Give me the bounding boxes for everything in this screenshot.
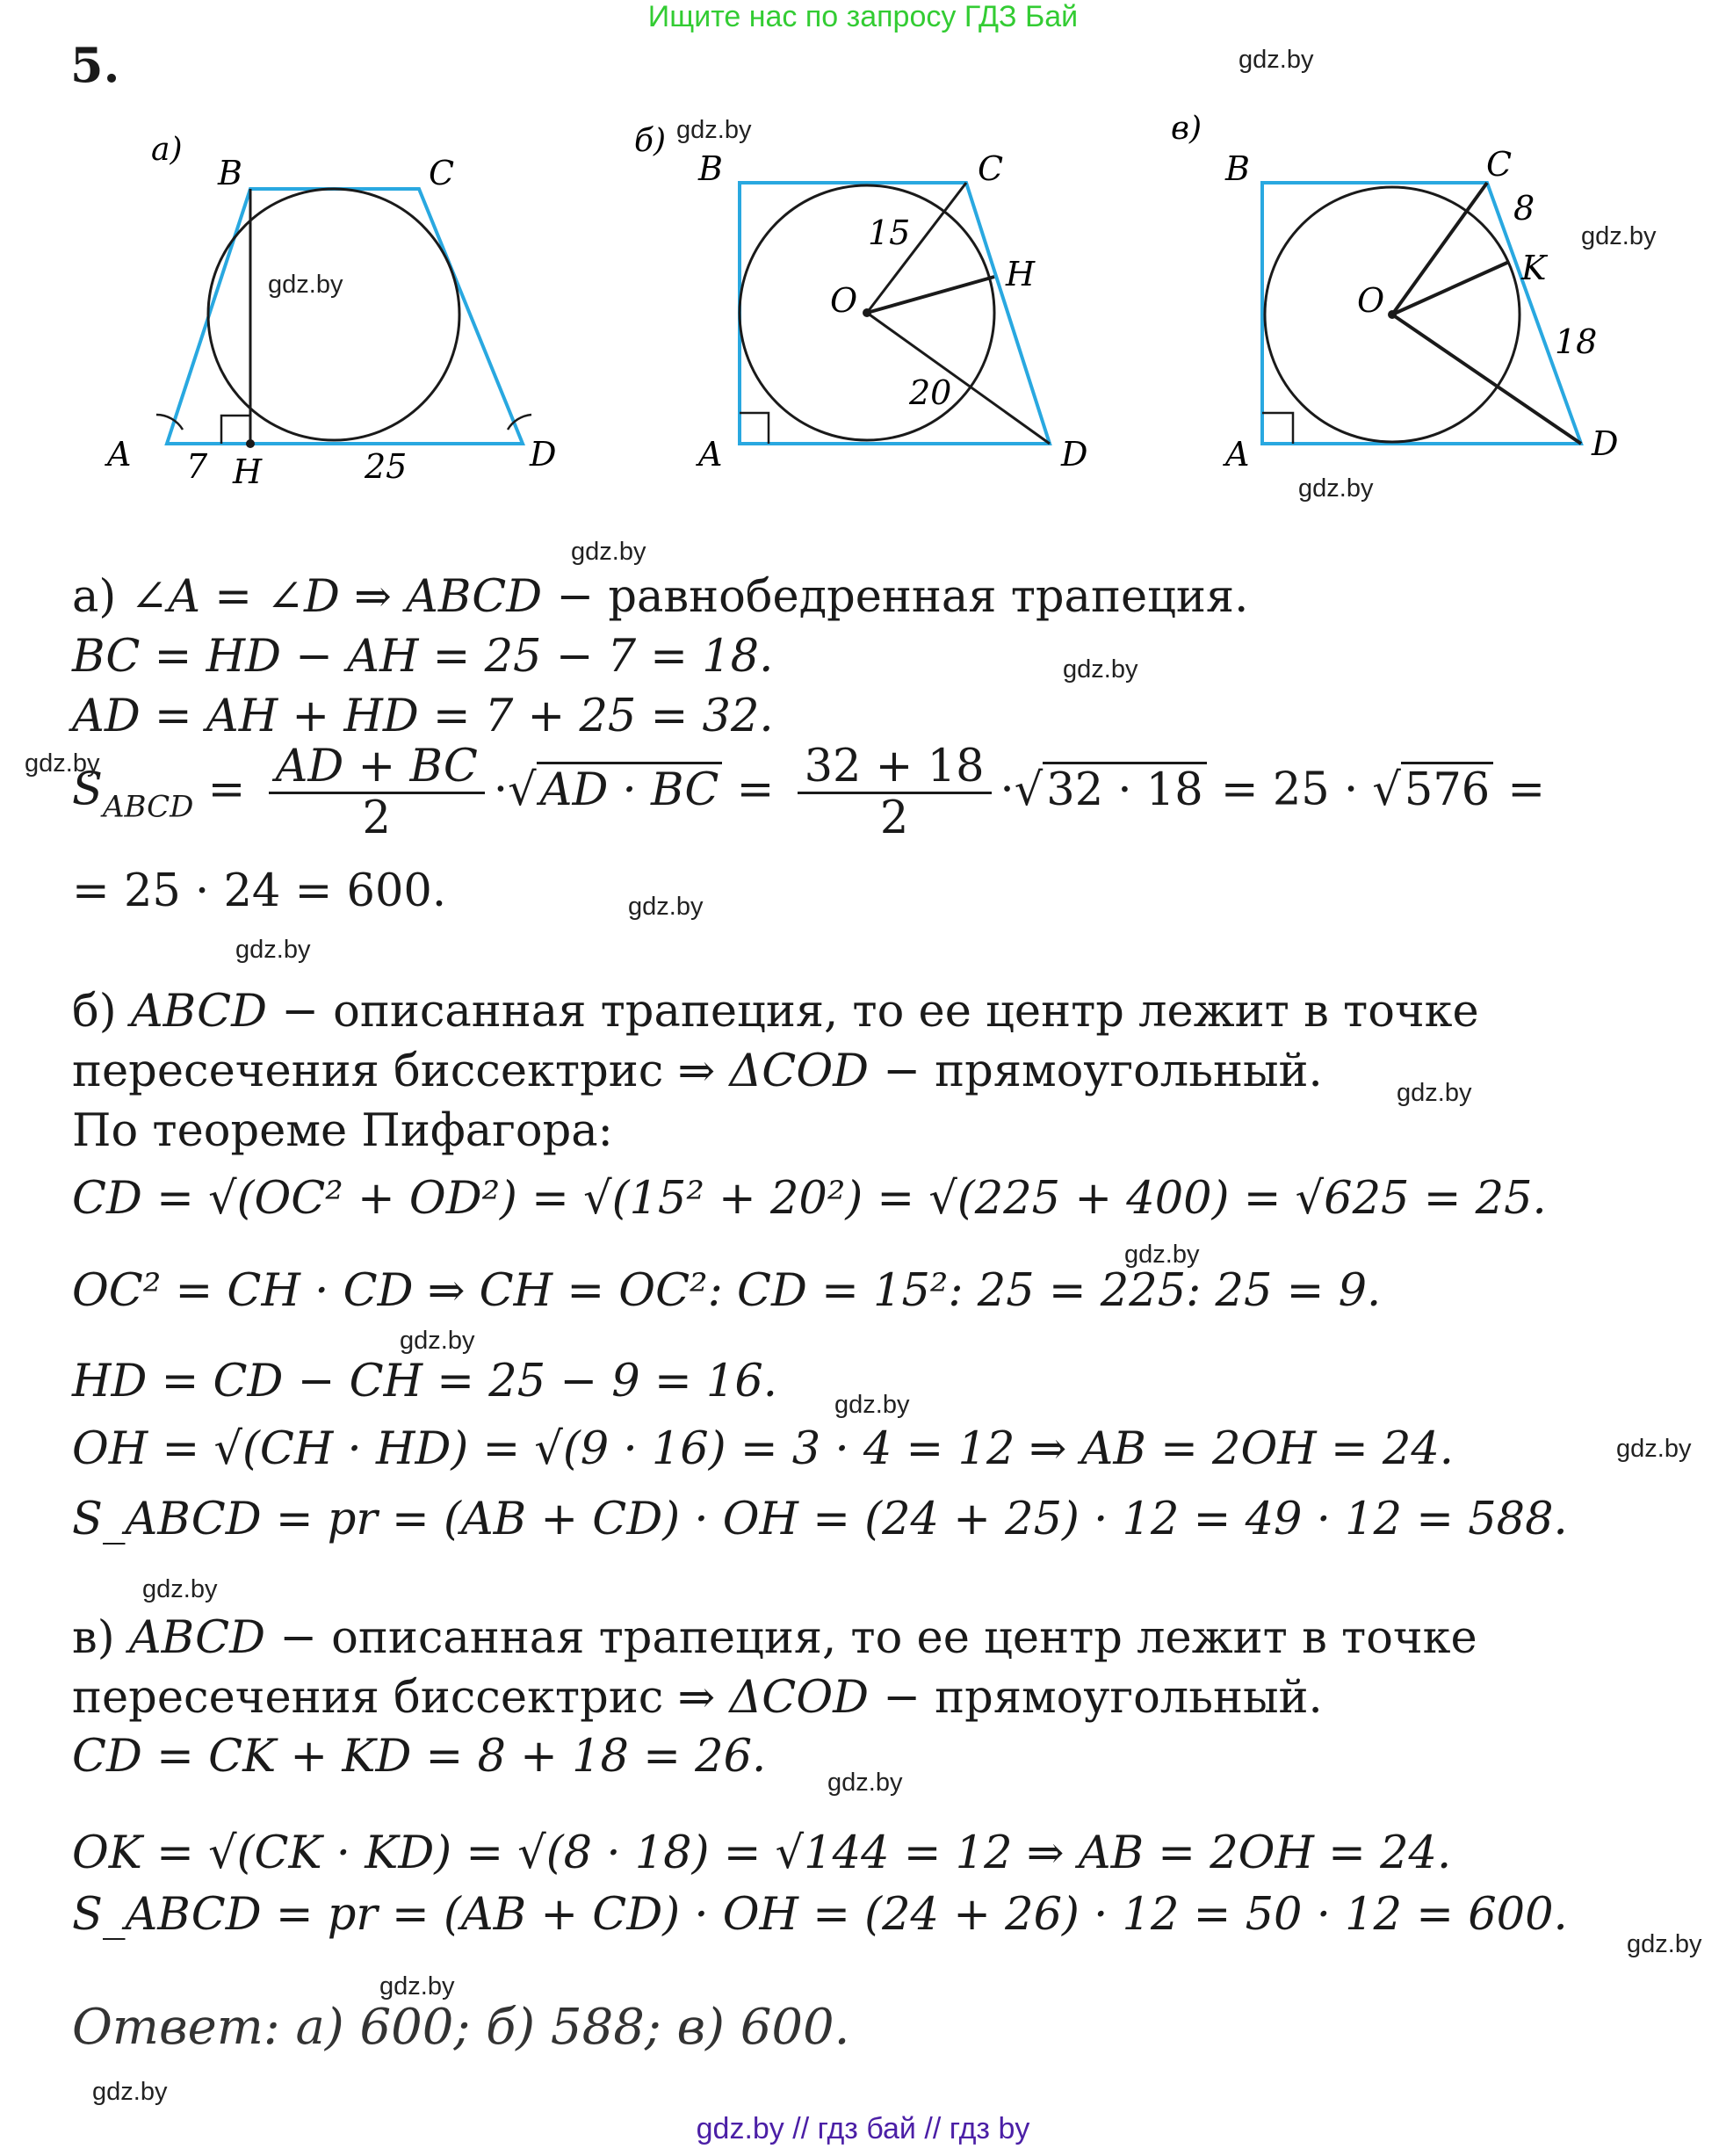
sol-b-line-8: S_ABCD = pr = (AB + CD) · OH = (24 + 25) · 12 = 49 · 12 = 588.: [72, 1494, 1568, 1545]
fig-b-point-C: C: [978, 149, 1004, 188]
fig-c-point-C: C: [1486, 145, 1513, 184]
sol-b-line-7: OH = √(CH · HD) = √(9 · 16) = 3 · 4 = 12 ⇒ AB = 2OH = 24.: [72, 1423, 1455, 1475]
fig-b-point-A: A: [698, 435, 723, 474]
fig-a-point-D: D: [530, 435, 557, 474]
fig-a-point-B: B: [218, 154, 242, 192]
watermark: gdz.by: [1397, 1079, 1472, 1107]
watermark: gdz.by: [1581, 222, 1657, 250]
watermark: gdz.by: [827, 1769, 903, 1797]
sol-b-line-4: CD = √(OC² + OD²) = √(15² + 20²) = √(225 + 400) = √625 = 25.: [72, 1173, 1547, 1225]
fig-b-seg-OD: 20: [909, 373, 952, 412]
sol-b-line-6: HD = CD − CH = 25 − 9 = 16.: [72, 1356, 778, 1407]
top-banner: Ищите нас по запросу ГДЗ Бай: [647, 0, 1079, 33]
watermark: gdz.by: [400, 1327, 475, 1355]
fig-a-seg-AH: 7: [186, 447, 208, 486]
watermark: gdz.by: [628, 893, 704, 921]
watermark: gdz.by: [1627, 1930, 1702, 1958]
watermark: gdz.by: [142, 1575, 218, 1603]
sol-b-line-5: OC² = CH · CD ⇒ CH = OC²: CD = 15²: 25 = 225: 25 = 9.: [72, 1265, 1382, 1317]
sol-c-line-1: в) ABCD − описанная трапеция, то ее центр лежит в точке: [72, 1612, 1477, 1664]
watermark: gdz.by: [676, 116, 752, 144]
sol-c-line-3: CD = CK + KD = 8 + 18 = 26.: [72, 1731, 767, 1783]
sol-a-line-5: = 25 · 24 = 600.: [72, 865, 447, 917]
watermark: gdz.by: [25, 749, 100, 778]
fig-a-point-A: A: [107, 435, 132, 474]
sol-b-line-2: пересечения биссектрис ⇒ ΔCOD − прямоугольный.: [72, 1045, 1323, 1097]
figure-c: [1171, 111, 1618, 474]
figures: [0, 88, 1726, 501]
figure-b: [634, 123, 1087, 474]
watermark: gdz.by: [92, 2078, 168, 2106]
watermark: gdz.by: [1616, 1435, 1692, 1463]
fig-a-seg-HD: 25: [365, 447, 408, 486]
fig-c-point-B: B: [1225, 149, 1250, 188]
fig-c-point-A: A: [1225, 435, 1250, 474]
sol-b-line-1: б) ABCD − описанная трапеция, то ее центр лежит в точке: [72, 986, 1479, 1038]
watermark: gdz.by: [1298, 474, 1374, 503]
fig-b-seg-OC: 15: [868, 213, 911, 252]
fig-c-point-D: D: [1592, 424, 1619, 463]
problem-number: 5.: [70, 37, 120, 93]
watermark: gdz.by: [1063, 655, 1138, 684]
sol-a-line-1: а) ∠A = ∠D ⇒ ABCD − равнобедренная трапеция.: [72, 571, 1249, 623]
sol-c-line-5: S_ABCD = pr = (AB + CD) · OH = (24 + 26) · 12 = 50 · 12 = 600.: [72, 1889, 1568, 1941]
sol-a-line-4: $S_{ABCD}$ = $\frac{AD + BC}{2}$ ·√AD · BC = $\frac{32 + 18}{2}$ ·√32 · 18 = 25 · √576 =: [72, 741, 1546, 845]
sol-a-line-3: AD = AH + HD = 7 + 25 = 32.: [72, 691, 774, 742]
watermark: gdz.by: [268, 271, 343, 299]
sol-b-line-3: По теореме Пифагора:: [72, 1105, 613, 1157]
watermark: gdz.by: [571, 538, 646, 566]
fig-c-seg-CK: 8: [1513, 189, 1535, 228]
watermark: gdz.by: [1124, 1241, 1200, 1269]
watermark: gdz.by: [1239, 46, 1314, 74]
watermark: gdz.by: [235, 936, 311, 964]
figure-a-label: а): [151, 132, 183, 168]
fig-b-point-B: B: [698, 149, 723, 188]
figure-a: [105, 132, 556, 491]
figure-b-label: б): [634, 123, 667, 159]
footer-links: gdz.by // гдз бай // гдз by: [696, 2112, 1030, 2145]
fig-c-point-O: O: [1357, 281, 1385, 320]
fig-b-point-O: O: [830, 281, 858, 320]
watermark: gdz.by: [834, 1391, 910, 1419]
fig-c-point-K: K: [1521, 249, 1547, 287]
watermark: gdz.by: [379, 1972, 455, 2000]
fig-b-point-H: H: [1006, 255, 1036, 293]
fig-b-point-D: D: [1061, 435, 1088, 474]
fig-a-point-C: C: [429, 154, 455, 192]
fig-c-seg-KD: 18: [1555, 322, 1598, 361]
sol-a-line-2: BC = HD − AH = 25 − 7 = 18.: [72, 631, 774, 683]
sol-c-line-4: OK = √(CK · KD) = √(8 · 18) = √144 = 12 ⇒ AB = 2OH = 24.: [72, 1827, 1452, 1879]
figure-c-label: в): [1171, 111, 1202, 147]
sol-c-line-2: пересечения биссектрис ⇒ ΔCOD − прямоугольный.: [72, 1672, 1323, 1724]
answer: Ответ: а) 600; б) 588; в) 600.: [72, 1999, 850, 2056]
fig-a-point-H: H: [233, 452, 263, 491]
